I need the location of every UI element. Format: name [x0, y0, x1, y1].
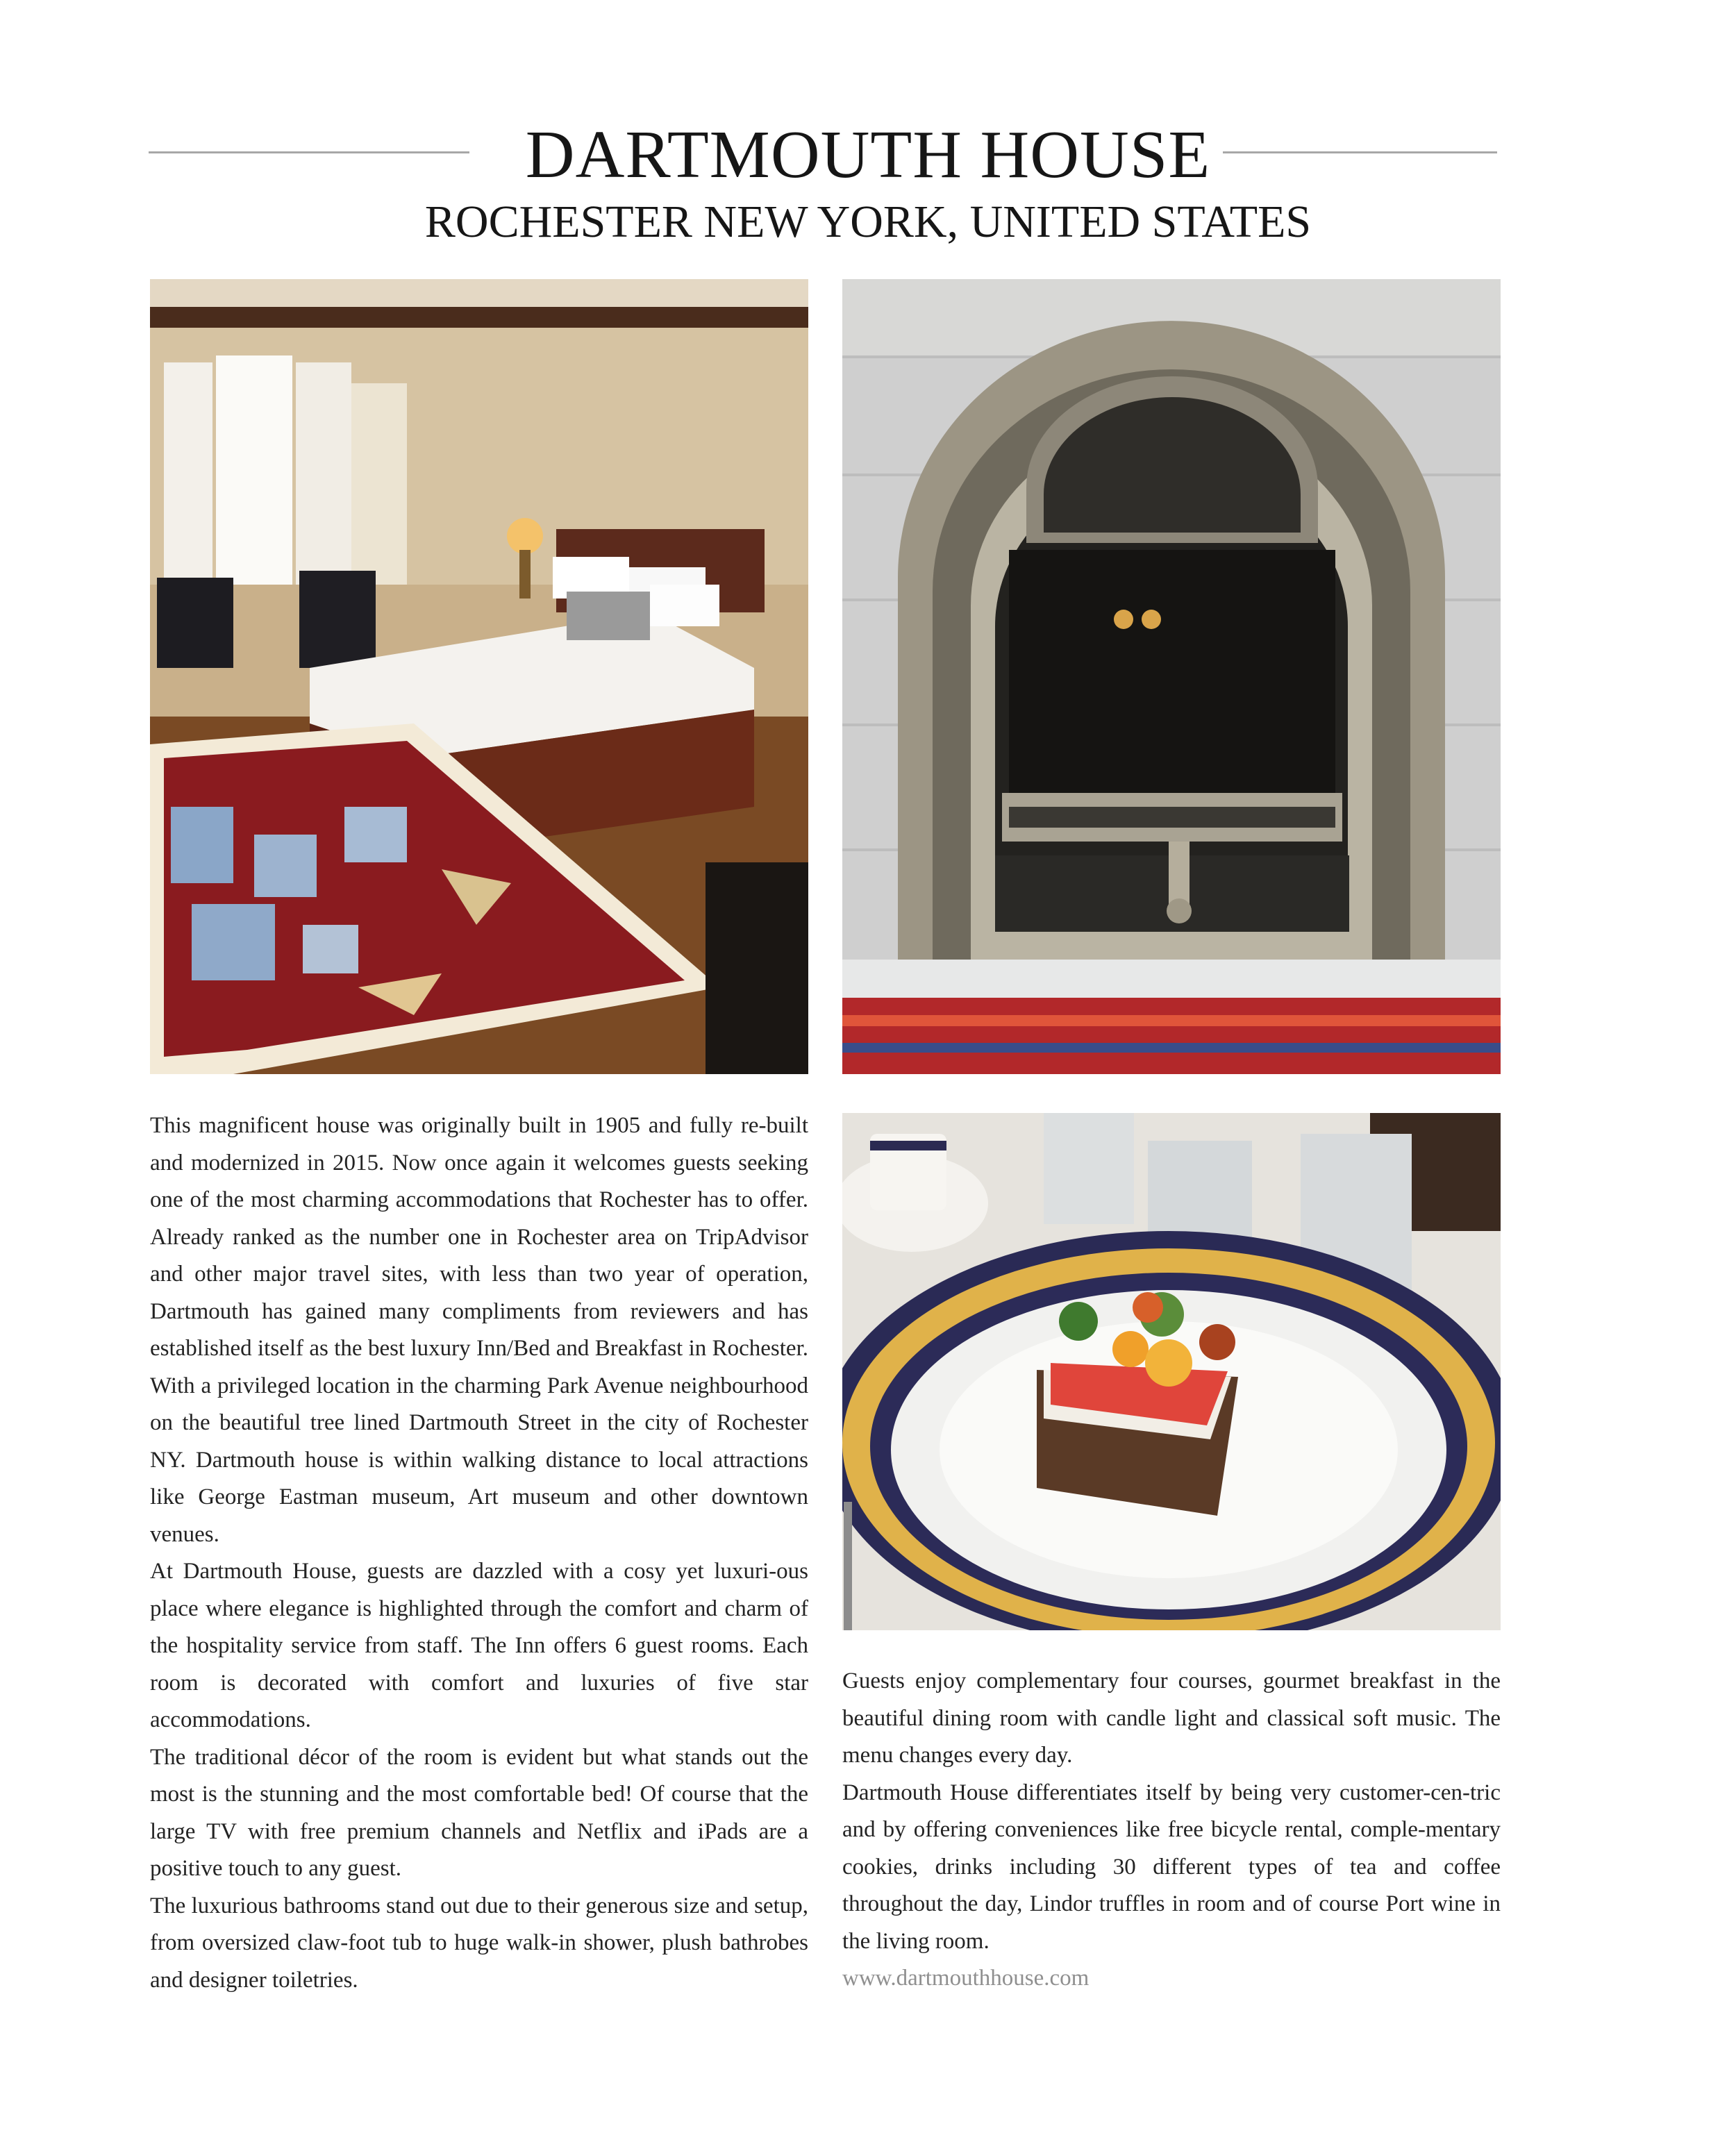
website-link[interactable]: www.dartmouthhouse.com	[842, 1966, 1090, 1991]
article-paragraph: At Dartmouth House, guests are dazzled with a cosy yet luxuri-ous place where elegance is highlighted through the comfort and charm of the hospitality service from staff. The Inn offers 6 guest rooms. Each room is decorated with comfort and luxuries of five star accommodations.	[150, 1559, 808, 1732]
page-title	[0, 117, 1736, 193]
article-paragraph: Guests enjoy complementary four courses, gourmet breakfast in the beautiful dining room with candle light and classical soft music. The menu changes every day.	[842, 1668, 1501, 1768]
article-paragraph: Dartmouth House differentiates itself by being very customer-cen-tric and by offering conveniences like free bicycle rental, comple-mentary cookies, drinks including 30 different types of tea and coffee throughout the day, Lindor truffles in room and of course Port wine in the living room.	[842, 1780, 1501, 1954]
article-right-column	[842, 1663, 1501, 1998]
page-subtitle: ROCHESTER NEW YORK, UNITED STATES	[424, 196, 1312, 247]
breakfast-photo	[842, 1113, 1501, 1630]
article-left-column	[150, 1107, 808, 1999]
fireplace-photo	[842, 279, 1501, 1074]
article-paragraph: The traditional décor of the room is evident but what stands out the most is the stunning and the most comfortable bed! Of course that the large TV with free premium channels and Netflix and iPads are a positive touch to any guest.	[150, 1744, 808, 1881]
page-title-text: DARTMOUTH HOUSE	[513, 117, 1223, 192]
bedroom-photo	[150, 279, 808, 1074]
article-paragraph: This magnificent house was originally built in 1905 and fully re-built and modernized in 2015. Now once again it welcomes guests seeking one of the most charming accommodations that Rochester has to offer. Already ranked as the number one in Rochester area on TripAdvisor and other major travel sites, with less than two year of operation, Dartmouth has gained many compliments from reviewers and has established itself as the best luxury Inn/Bed and Breakfast in Rochester. With a privileged location in the charming Park Avenue neighbourhood on the beautiful tree lined Dartmouth Street in the city of Rochester NY. Dartmouth house is within walking distance to local attractions like George Eastman museum, Art museum and other downtown venues.	[150, 1113, 808, 1547]
article-paragraph: The luxurious bathrooms stand out due to their generous size and setup, from oversized claw-foot tub to huge walk-in shower, plush bathrobes and designer toiletries.	[150, 1893, 808, 1993]
